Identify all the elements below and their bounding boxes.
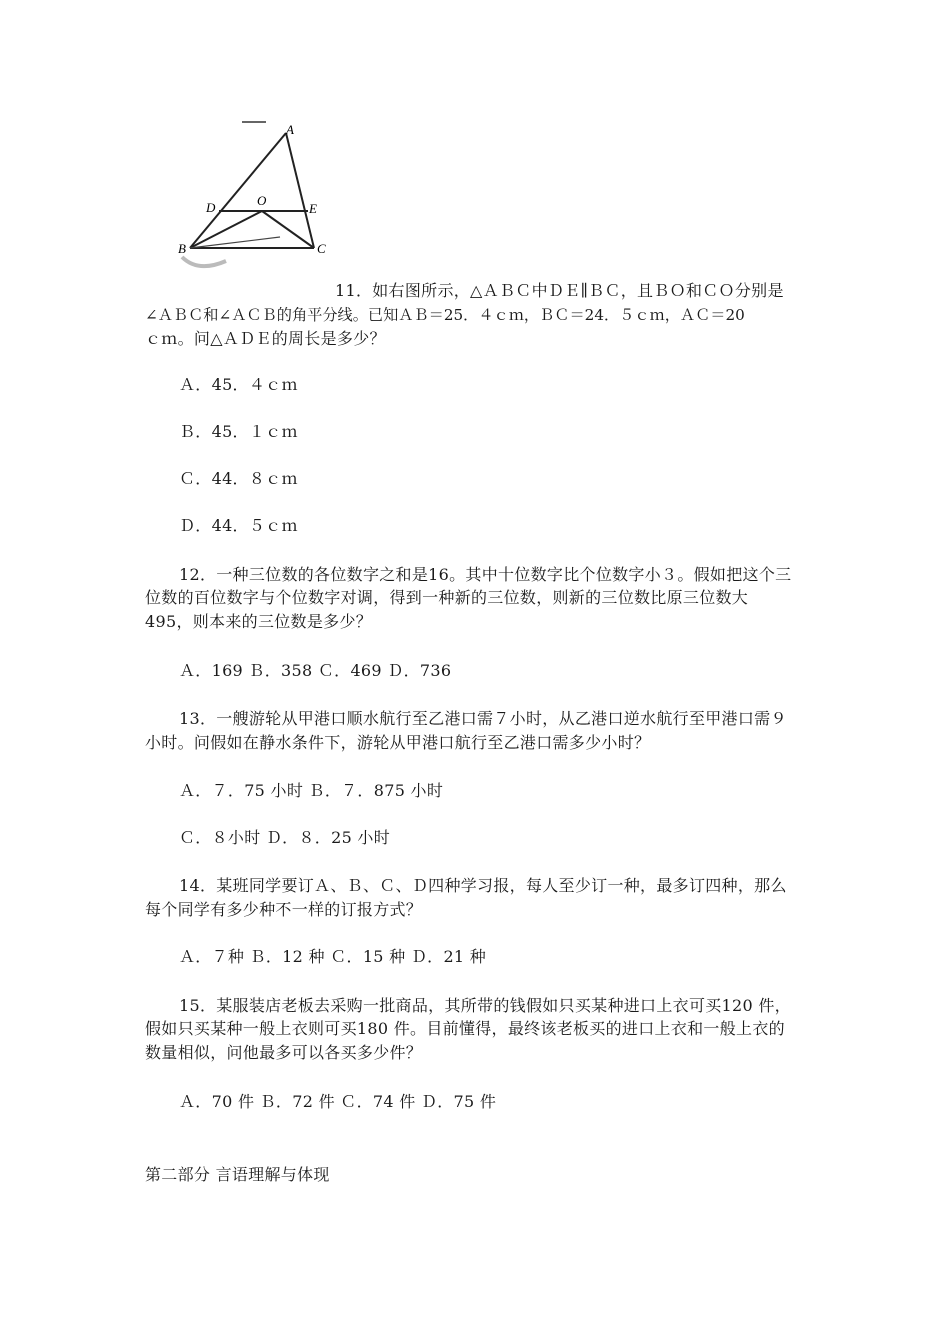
q11-line-1: 11．如右图所示，△ＡＢＣ中ＤＥ∥ＢＣ，且ＢＯ和ＣＯ分别是 bbox=[335, 281, 784, 300]
label-b: B bbox=[178, 241, 186, 256]
q14-line-2: 每个同学有多少种不一样的订报方式？ bbox=[145, 900, 423, 919]
q12-options: Ａ．169 Ｂ．358 Ｃ．469 Ｄ．736 bbox=[179, 661, 452, 680]
q15-line-1: 15．某服装店老板去采购一批商品，其所带的钱假如只买某种进口上衣可买120 件， bbox=[179, 996, 791, 1015]
label-o: O bbox=[257, 193, 267, 208]
q15-line-2: 假如只买某种一般上衣则可买180 件。目前懂得，最终该老板买的进口上衣和一般上衣的 bbox=[145, 1019, 785, 1038]
label-c: C bbox=[317, 241, 326, 256]
segment-ab bbox=[190, 133, 286, 248]
q11-line-3: ｃｍ。问△ＡＤＥ的周长是多少？ bbox=[145, 329, 386, 348]
label-d: D bbox=[206, 200, 216, 215]
segment-inner bbox=[190, 237, 280, 248]
q15-options: Ａ．70 件 Ｂ．72 件 Ｃ．74 件 Ｄ．75 件 bbox=[179, 1092, 497, 1111]
q15-line-3: 数量相似，问他最多可以各买多少件？ bbox=[145, 1043, 423, 1062]
q12-line-3: 495，则本来的三位数是多少？ bbox=[145, 612, 373, 631]
q12-line-1: 12．一种三位数的各位数字之和是16。其中十位数字比个位数字小３。假如把这个三 bbox=[179, 565, 792, 584]
section-2-title: 第二部分 言语理解与体现 bbox=[145, 1165, 330, 1184]
q11-option-c: Ｃ．44．８ｃｍ bbox=[179, 469, 298, 488]
label-e: E bbox=[309, 201, 317, 216]
q11-option-b: Ｂ．45．１ｃｍ bbox=[179, 422, 298, 441]
figure-smudge bbox=[182, 257, 226, 266]
q11-option-d: Ｄ．44．５ｃｍ bbox=[179, 516, 298, 535]
q14-options: Ａ．７种 Ｂ．12 种 Ｃ．15 种 Ｄ．21 种 bbox=[179, 947, 487, 966]
q13-options-1: Ａ．７．75 小时 Ｂ．７．875 小时 bbox=[179, 781, 444, 800]
label-a: A bbox=[286, 122, 294, 137]
q12-line-2: 位数的百位数字与个位数字对调，得到一种新的三位数，则新的三位数比原三位数大 bbox=[145, 588, 749, 607]
q13-line-1: 13．一艘游轮从甲港口顺水航行至乙港口需７小时，从乙港口逆水航行至甲港口需９ bbox=[179, 709, 787, 728]
q13-line-2: 小时。问假如在静水条件下，游轮从甲港口航行至乙港口需多少小时？ bbox=[145, 733, 651, 752]
q14-line-1: 14．某班同学要订Ａ、Ｂ、Ｃ、Ｄ四种学习报，每人至少订一种，最多订四种，那么 bbox=[179, 876, 787, 895]
q13-options-2: Ｃ．８小时 Ｄ．８．25 小时 bbox=[179, 828, 391, 847]
triangle-figure bbox=[170, 115, 340, 275]
q11-line-2: ∠ＡＢＣ和∠ＡＣＢ的角平分线。已知ＡＢ＝25．４ｃｍ，ＢＣ＝24．５ｃｍ，ＡＣ＝20 bbox=[145, 306, 745, 324]
q11-option-a: Ａ．45．４ｃｍ bbox=[179, 375, 298, 394]
segment-bo bbox=[190, 211, 262, 248]
